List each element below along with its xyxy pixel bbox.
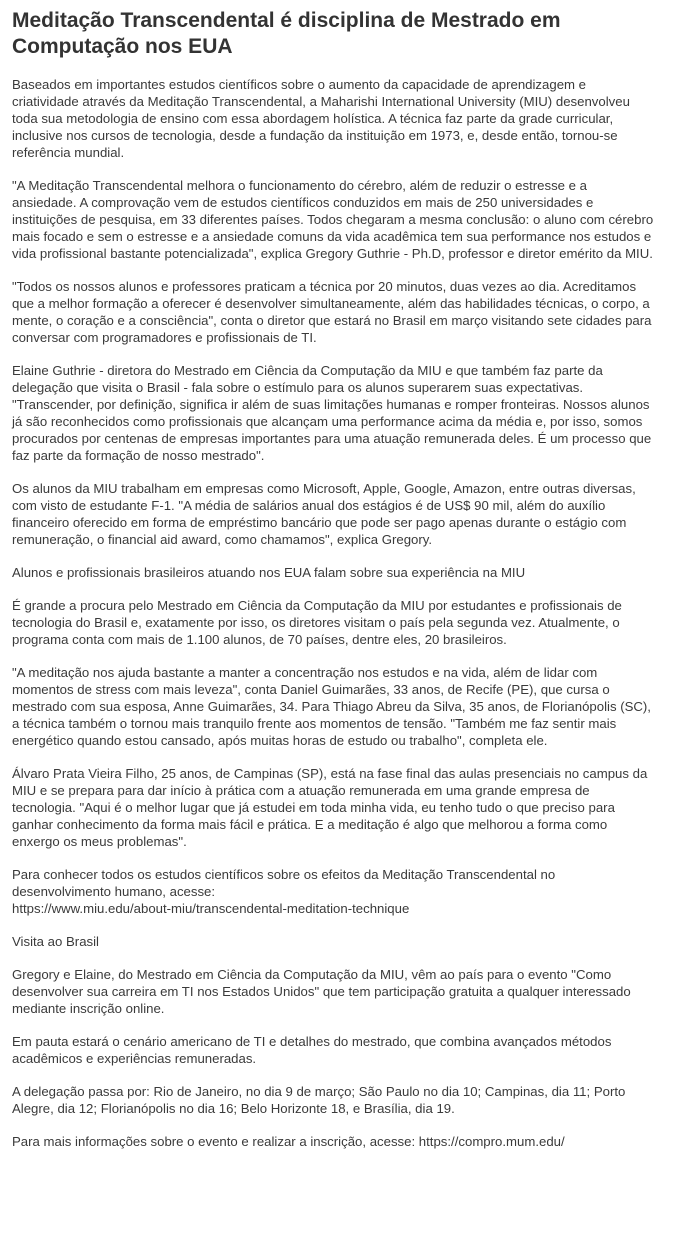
studies-text: Para conhecer todos os estudos científicos sobre os efeitos da Meditação Transcendental no desenvolvimento humano, acesse: — [12, 867, 556, 899]
paragraph-elaine: Elaine Guthrie - diretora do Mestrado em Ciência da Computação da MIU e que também faz parte da delegação que visita o Brasil - fala sobre o estímulo para os alunos superarem suas expectativas. "Transcender, por definição, significa ir além de suas limitações humanas e romper fronteiras. Nossos alunos já são reconhecidos como profissionais que alcançam uma performance acima da média e, por isso, somos procurados por centenas de empresas importantes para uma atuação remunerada deles. É um processo que faz parte da formação de nosso mestrado". — [12, 363, 652, 463]
paragraph-intro: Baseados em importantes estudos científicos sobre o aumento da capacidade de aprendizagem e criatividade através da Meditação Transcendental, a Maharishi International University (MIU) desenvolveu toda sua metodologia de ensino com essa abordagem holística. A técnica faz parte da grade curricular, inclusive nos cursos de tecnologia, desde a fundação da instituição em 1973, e, desde então, tornou-se referência mundial. — [12, 77, 630, 160]
paragraph-quote-gregory: "A Meditação Transcendental melhora o funcionamento do cérebro, além de reduzir o estresse e a ansiedade. A comprovação vem de estudos científicos conduzidos em mais de 250 universidades e instituições de pesquisa, em 33 diferentes países. Todos chegaram a mesma conclusão: o aluno com cérebro mais focado e sem o estresse e a ansiedade comuns da vida acadêmica tem sua performance nos estudos e vida profissional bastante potencializada", explica Gregory Guthrie - Ph.D, professor e diretor emérito da MIU. — [12, 178, 654, 261]
paragraph-agenda: Em pauta estará o cenário americano de TI e detalhes do mestrado, que combina avançados métodos acadêmicos e experiências remuneradas. — [12, 1034, 612, 1066]
visit-heading: Visita ao Brasil — [12, 934, 99, 949]
paragraph-itinerary: A delegação passa por: Rio de Janeiro, no dia 9 de março; São Paulo no dia 10; Campinas, dia 11; Porto Alegre, dia 12; Florianópolis no dia 16; Belo Horizonte 18, e Brasília, dia 19. — [12, 1084, 626, 1116]
paragraph-alvaro: Álvaro Prata Vieira Filho, 25 anos, de Campinas (SP), está na fase final das aulas presenciais no campus da MIU e se prepara para dar início à prática com a atuação remunerada em uma grande empresa de tecnologia. "Aqui é o melhor lugar que já estudei em toda minha vida, eu tenho tudo o que preciso para ganhar conhecimento da forma mais fácil e prática. E a meditação é algo que melhorou a forma como enxergo os meus problemas". — [12, 766, 648, 849]
paragraph-more-info: Para mais informações sobre o evento e realizar a inscrição, acesse: https://compro.mum.edu/ — [12, 1134, 565, 1149]
paragraph-daniel-thiago: "A meditação nos ajuda bastante a manter a concentração nos estudos e na vida, além de lidar com momentos de stress com mais leveza", conta Daniel Guimarães, 33 anos, de Recife (PE), que cursa o mestrado com sua esposa, Anne Guimarães, 34. Para Thiago Abreu da Silva, 35 anos, de Florianópolis (SC), a técnica também o tornou mais tranquilo frente aos momentos de tensão. "Também me faz sentir mais energético quando estou cansado, após muitas horas de estudo ou trabalho", completa ele. — [12, 665, 651, 748]
paragraph-demand: É grande a procura pelo Mestrado em Ciência da Computação da MIU por estudantes e profissionais de tecnologia do Brasil e, exatamente por isso, os diretores visitam o país pela segunda vez. Atualmente, o programa conta com mais de 1.100 alunos, de 70 países, dentre eles, 20 brasileiros. — [12, 598, 622, 647]
studies-url[interactable]: https://www.miu.edu/about-miu/transcendental-meditation-technique — [12, 901, 410, 916]
article-title: Meditação Transcendental é disciplina de Mestrado em Computação nos EUA — [12, 9, 561, 58]
paragraph-studies — [12, 866, 655, 917]
paragraph-subheading-students: Alunos e profissionais brasileiros atuando nos EUA falam sobre sua experiência na MIU — [12, 565, 526, 580]
paragraph-event: Gregory e Elaine, do Mestrado em Ciência da Computação da MIU, vêm ao país para o evento "Como desenvolver sua carreira em TI nos Estados Unidos" que tem participação gratuita a qualquer interessado mediante inscrição online. — [12, 967, 631, 1016]
paragraph-practice: "Todos os nossos alunos e professores praticam a técnica por 20 minutos, duas vezes ao dia. Acreditamos que a melhor formação a oferecer é desenvolver simultaneamente, além das habilidades técnicas, o corpo, a mente, o coração e a consciência", conta o diretor que estará no Brasil em março visitando sete cidades para conversar com programadores e profissionais de TI. — [12, 279, 652, 345]
paragraph-companies: Os alunos da MIU trabalham em empresas como Microsoft, Apple, Google, Amazon, entre outras diversas, com visto de estudante F-1. "A média de salários anual dos estágios é de US$ 90 mil, além do auxílio financeiro oferecido em forma de empréstimo bancário que pode ser pago apenas durante o estágio com remuneração, o financial aid award, como chamamos", explica Gregory. — [12, 481, 636, 547]
